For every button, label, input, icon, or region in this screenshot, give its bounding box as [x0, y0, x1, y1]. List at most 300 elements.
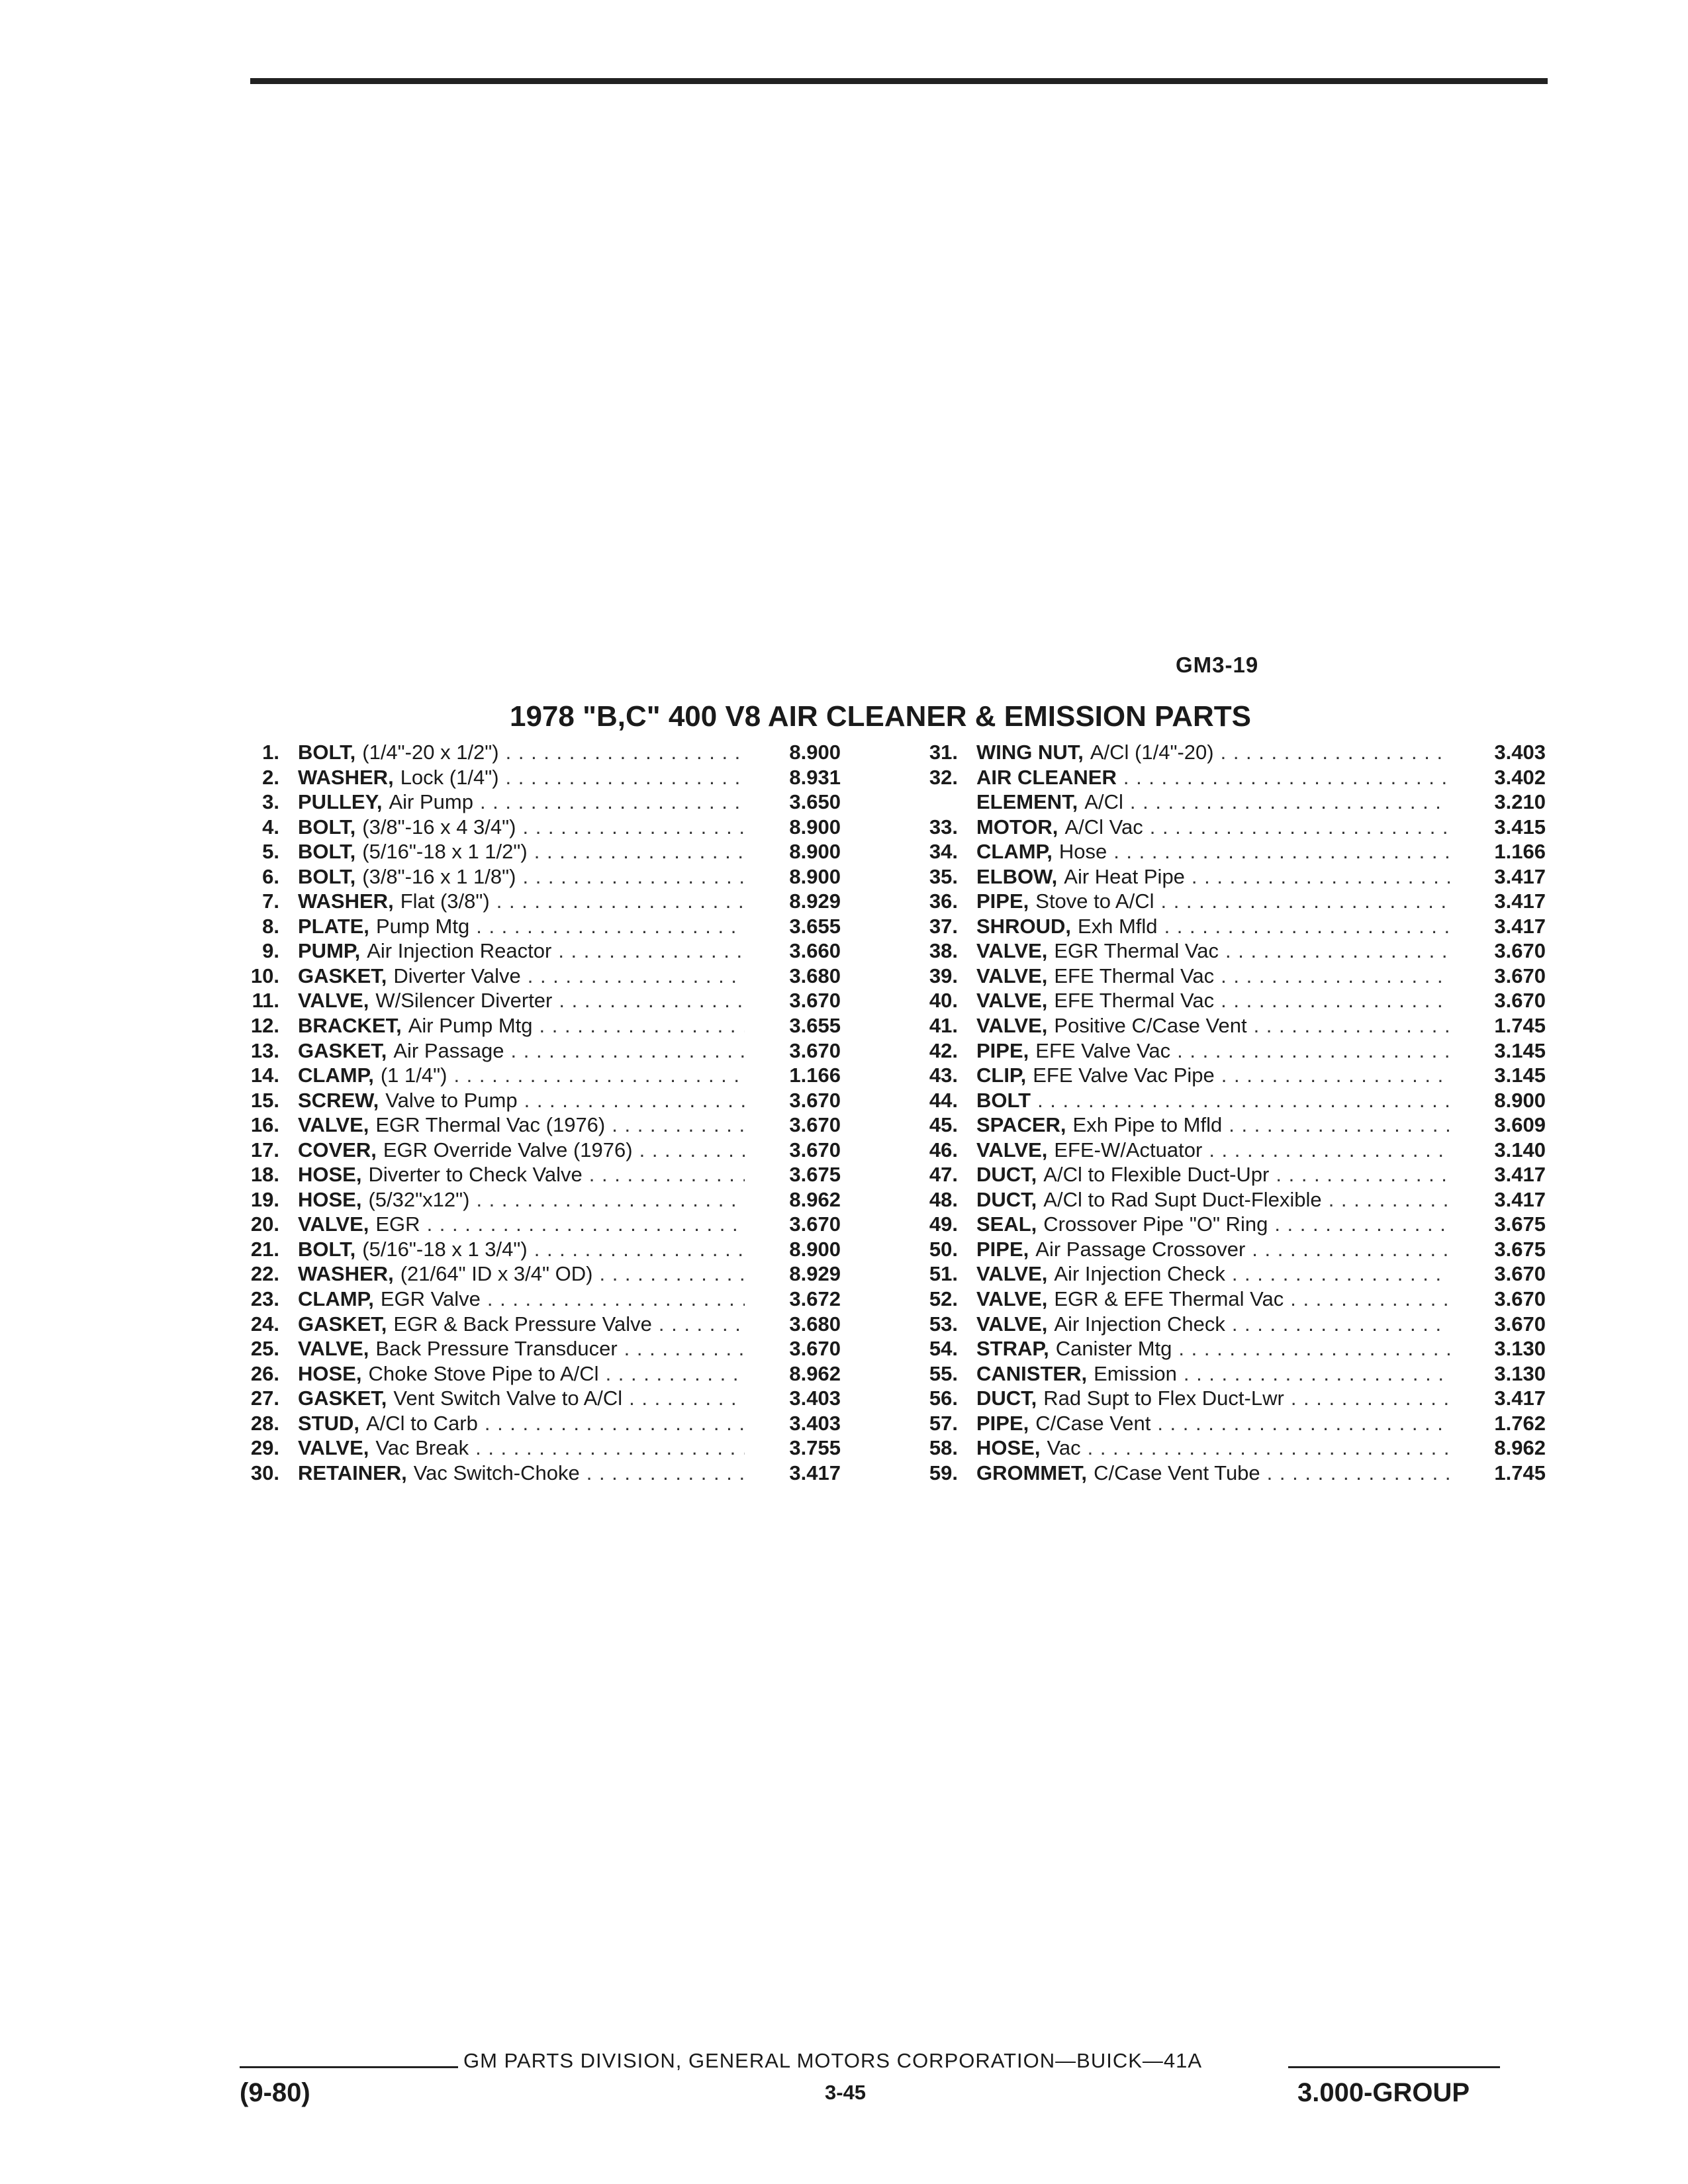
- group-number: 1.745: [1494, 1461, 1546, 1484]
- part-number: 37.: [929, 914, 958, 938]
- part-name: VALVE,: [976, 989, 1048, 1013]
- part-name: HOSE,: [298, 1361, 362, 1385]
- part-description: Air Passage: [393, 1038, 504, 1062]
- part-number: 57.: [929, 1411, 958, 1435]
- part-number: 31.: [929, 741, 958, 764]
- part-name: VALVE,: [298, 1436, 369, 1460]
- part-name: DUCT,: [976, 1387, 1037, 1410]
- group-number: 3.670: [789, 1038, 841, 1062]
- part-number: 39.: [929, 964, 958, 987]
- part-row: [897, 1336, 1546, 1361]
- part-description: (1 1/4"): [380, 1064, 447, 1087]
- part-name: DUCT,: [976, 1187, 1037, 1211]
- group-number: 3.670: [789, 1138, 841, 1161]
- part-number: 56.: [929, 1387, 958, 1410]
- part-number: 34.: [929, 840, 958, 864]
- leader-dots: [485, 1411, 745, 1436]
- leader-dots: [1184, 1361, 1450, 1387]
- group-number: 3.670: [1494, 964, 1546, 987]
- part-number: 20.: [250, 1212, 279, 1236]
- part-row: [897, 765, 1546, 790]
- part-row: [897, 938, 1546, 964]
- group-number: 1.166: [1494, 840, 1546, 864]
- part-description: EGR Override Valve (1976): [383, 1138, 633, 1161]
- part-name: PULLEY,: [298, 790, 383, 814]
- part-row: [218, 1187, 841, 1212]
- part-number: 1.: [262, 741, 279, 764]
- part-description: Stove to A/Cl: [1035, 889, 1154, 913]
- part-number: 54.: [929, 1337, 958, 1361]
- part-name: VALVE,: [976, 1262, 1048, 1286]
- part-number: 17.: [250, 1138, 279, 1161]
- group-number: 3.670: [1494, 1262, 1546, 1286]
- parts-list-left: [218, 740, 841, 1485]
- part-name: VALVE,: [298, 1337, 369, 1361]
- part-number: 33.: [929, 815, 958, 839]
- group-number: 3.403: [789, 1411, 841, 1435]
- part-number: 46.: [929, 1138, 958, 1161]
- part-description: (3/8"-16 x 1 1/8"): [362, 864, 516, 888]
- part-row: [897, 1113, 1546, 1138]
- part-name: GASKET,: [298, 1038, 387, 1062]
- group-number: 8.900: [789, 864, 841, 888]
- part-row: [218, 1312, 841, 1337]
- group-number: 8.931: [789, 765, 841, 789]
- leader-dots: [589, 1162, 745, 1187]
- leader-dots: [522, 864, 745, 889]
- part-row: [218, 1162, 841, 1187]
- part-description: EGR: [375, 1212, 420, 1236]
- part-description: A/Cl Vac: [1064, 815, 1143, 839]
- group-number: 3.417: [1494, 1187, 1546, 1211]
- part-description: Vac: [1047, 1436, 1081, 1460]
- leader-dots: [1232, 1312, 1450, 1337]
- leader-dots: [1221, 740, 1450, 765]
- footer-date: (9-80): [240, 2078, 310, 2107]
- part-description: Air Passage Crossover: [1035, 1237, 1246, 1261]
- part-name: VALVE,: [298, 989, 369, 1013]
- group-number: 1.762: [1494, 1411, 1546, 1435]
- part-row: [897, 1461, 1546, 1486]
- part-row: [218, 1461, 841, 1486]
- leader-dots: [539, 1013, 745, 1038]
- part-row: [897, 740, 1546, 765]
- leader-dots: [1037, 1088, 1450, 1113]
- part-number: 29.: [250, 1436, 279, 1460]
- part-number: 58.: [929, 1436, 958, 1460]
- leader-dots: [624, 1336, 745, 1361]
- part-number: 4.: [262, 815, 279, 839]
- part-row: [218, 988, 841, 1013]
- leader-dots: [475, 1435, 745, 1461]
- part-row: [897, 1361, 1546, 1387]
- part-row: [897, 790, 1546, 815]
- part-name: COVER,: [298, 1138, 377, 1161]
- part-row: [897, 1312, 1546, 1337]
- leader-dots: [1160, 889, 1450, 914]
- part-description: EFE Valve Vac Pipe: [1033, 1064, 1215, 1087]
- group-number: 8.929: [789, 1262, 841, 1286]
- part-number: 18.: [250, 1163, 279, 1187]
- part-number: 30.: [250, 1461, 279, 1484]
- leader-dots: [476, 1187, 745, 1212]
- part-row: [218, 1361, 841, 1387]
- part-name: PIPE,: [976, 889, 1029, 913]
- leader-dots: [534, 1237, 745, 1262]
- part-number: 53.: [929, 1312, 958, 1336]
- part-name: PUMP,: [298, 939, 361, 963]
- part-description: (5/32"x12"): [368, 1187, 470, 1211]
- part-name: VALVE,: [298, 1212, 369, 1236]
- part-name: CLAMP,: [976, 840, 1053, 864]
- leader-dots: [480, 790, 745, 815]
- group-number: 3.655: [789, 914, 841, 938]
- leader-dots: [1221, 964, 1450, 989]
- part-description: Pump Mtg: [375, 914, 470, 938]
- part-row: [897, 839, 1546, 864]
- part-description: Lock (1/4"): [400, 765, 499, 789]
- leader-dots: [1157, 1411, 1450, 1436]
- part-name: BOLT,: [298, 741, 356, 764]
- part-description: C/Case Vent: [1035, 1411, 1151, 1435]
- group-number: 3.670: [1494, 939, 1546, 963]
- part-name: AIR CLEANER: [976, 765, 1117, 789]
- part-row: [218, 839, 841, 864]
- part-name: CLIP,: [976, 1064, 1027, 1087]
- part-description: (1/4"-20 x 1/2"): [362, 741, 499, 764]
- part-number: 9.: [262, 939, 279, 963]
- group-number: 3.670: [789, 1113, 841, 1137]
- part-row: [218, 1088, 841, 1113]
- part-number: 26.: [250, 1361, 279, 1385]
- part-name: CANISTER,: [976, 1361, 1088, 1385]
- leader-dots: [1252, 1237, 1450, 1262]
- part-row: [897, 964, 1546, 989]
- part-description: A/Cl to Carb: [366, 1411, 478, 1435]
- leader-dots: [1274, 1212, 1450, 1237]
- part-description: EFE-W/Actuator: [1054, 1138, 1203, 1161]
- part-description: W/Silencer Diverter: [375, 989, 553, 1013]
- leader-dots: [599, 1261, 745, 1287]
- part-row: [897, 1187, 1546, 1212]
- part-row: [897, 889, 1546, 914]
- part-number: 48.: [929, 1187, 958, 1211]
- part-name: STRAP,: [976, 1337, 1049, 1361]
- part-number: 44.: [929, 1088, 958, 1112]
- leader-dots: [1177, 1038, 1450, 1064]
- part-row: [218, 1113, 841, 1138]
- leader-dots: [1150, 815, 1450, 840]
- part-description: Air Pump Mtg: [408, 1014, 533, 1038]
- group-number: 3.402: [1494, 765, 1546, 789]
- part-name: PIPE,: [976, 1411, 1029, 1435]
- leader-dots: [1123, 765, 1450, 790]
- group-number: 1.745: [1494, 1014, 1546, 1038]
- group-number: 3.670: [1494, 1312, 1546, 1336]
- part-name: MOTOR,: [976, 815, 1058, 839]
- leader-dots: [427, 1212, 745, 1237]
- part-number: 12.: [250, 1014, 279, 1038]
- part-row: [218, 1237, 841, 1262]
- top-rule: [250, 78, 1548, 84]
- part-name: SPACER,: [976, 1113, 1066, 1137]
- part-number: 40.: [929, 989, 958, 1013]
- group-number: 3.670: [789, 1088, 841, 1112]
- group-number: 3.403: [789, 1387, 841, 1410]
- part-number: 59.: [929, 1461, 958, 1484]
- leader-dots: [1088, 1435, 1450, 1461]
- part-row: [218, 1261, 841, 1287]
- part-name: HOSE,: [298, 1163, 362, 1187]
- part-number: 51.: [929, 1262, 958, 1286]
- part-description: Air Heat Pipe: [1064, 864, 1185, 888]
- part-name: BOLT,: [298, 864, 356, 888]
- part-number: 14.: [250, 1064, 279, 1087]
- part-description: EGR Thermal Vac (1976): [375, 1113, 606, 1137]
- part-number: 22.: [250, 1262, 279, 1286]
- part-row: [897, 988, 1546, 1013]
- part-name: BOLT,: [298, 840, 356, 864]
- part-number: 21.: [250, 1237, 279, 1261]
- leader-dots: [612, 1113, 745, 1138]
- part-row: [218, 1435, 841, 1461]
- part-number: 32.: [929, 765, 958, 789]
- footer-page-number: 3-45: [825, 2081, 867, 2104]
- part-description: Air Injection Check: [1054, 1312, 1225, 1336]
- group-number: 3.672: [789, 1287, 841, 1311]
- part-description: Canister Mtg: [1055, 1337, 1172, 1361]
- group-number: 8.962: [1494, 1436, 1546, 1460]
- part-name: VALVE,: [976, 1014, 1048, 1038]
- leader-dots: [558, 938, 745, 964]
- part-number: 55.: [929, 1361, 958, 1385]
- part-number: 7.: [262, 889, 279, 913]
- group-number: 3.670: [789, 1337, 841, 1361]
- part-number: 11.: [252, 989, 279, 1013]
- part-description: Emission: [1094, 1361, 1177, 1385]
- group-number: 3.140: [1494, 1138, 1546, 1161]
- leader-dots: [659, 1312, 745, 1337]
- part-row: [218, 1013, 841, 1038]
- leader-dots: [606, 1361, 745, 1387]
- part-description: Vac Switch-Choke: [413, 1461, 580, 1484]
- leader-dots: [522, 815, 745, 840]
- leader-dots: [511, 1038, 745, 1064]
- part-number: 28.: [250, 1411, 279, 1435]
- part-row: [897, 1088, 1546, 1113]
- leader-dots: [1178, 1336, 1450, 1361]
- part-description: Vent Switch Valve to A/Cl: [393, 1387, 623, 1410]
- leader-dots: [559, 988, 745, 1013]
- part-description: C/Case Vent Tube: [1094, 1461, 1260, 1484]
- part-description: A/Cl to Rad Supt Duct-Flexible: [1043, 1187, 1322, 1211]
- group-number: 3.417: [789, 1461, 841, 1484]
- part-row: [218, 938, 841, 964]
- part-number: 19.: [250, 1187, 279, 1211]
- part-name: SCREW,: [298, 1088, 379, 1112]
- leader-dots: [1291, 1386, 1450, 1411]
- leader-dots: [1229, 1113, 1450, 1138]
- part-number: 27.: [250, 1387, 279, 1410]
- group-number: 8.900: [789, 815, 841, 839]
- leader-dots: [453, 1063, 745, 1088]
- part-description: EGR Thermal Vac: [1054, 939, 1219, 963]
- part-name: PLATE,: [298, 914, 369, 938]
- part-description: Diverter to Check Valve: [368, 1163, 583, 1187]
- part-description: Hose: [1058, 840, 1107, 864]
- part-name: CLAMP,: [298, 1064, 374, 1087]
- group-number: 8.900: [789, 840, 841, 864]
- part-description: Diverter Valve: [393, 964, 521, 987]
- part-row: [897, 1138, 1546, 1163]
- part-number: 10.: [250, 964, 279, 987]
- part-name: ELBOW,: [976, 864, 1058, 888]
- part-row: [218, 1287, 841, 1312]
- part-number: 8.: [262, 914, 279, 938]
- part-description: Rad Supt to Flex Duct-Lwr: [1043, 1387, 1284, 1410]
- group-number: 3.675: [1494, 1212, 1546, 1236]
- part-description: A/Cl (1/4"-20): [1090, 741, 1214, 764]
- part-number: 52.: [929, 1287, 958, 1311]
- part-row: [897, 815, 1546, 840]
- parts-list-right: [897, 740, 1546, 1485]
- group-number: 8.962: [789, 1187, 841, 1211]
- group-number: 3.130: [1494, 1337, 1546, 1361]
- group-number: 3.670: [1494, 989, 1546, 1013]
- part-row: [897, 864, 1546, 889]
- part-name: GASKET,: [298, 1312, 387, 1336]
- group-number: 3.130: [1494, 1361, 1546, 1385]
- group-number: 8.900: [789, 1237, 841, 1261]
- illustration-area: [250, 99, 1548, 642]
- part-number: 13.: [250, 1038, 279, 1062]
- part-number: 2.: [262, 765, 279, 789]
- part-description: Choke Stove Pipe to A/Cl: [368, 1361, 599, 1385]
- part-description: (5/16"-18 x 1 3/4"): [362, 1237, 528, 1261]
- group-number: 3.670: [1494, 1287, 1546, 1311]
- group-number: 3.417: [1494, 864, 1546, 888]
- part-description: Exh Mfld: [1077, 914, 1158, 938]
- part-number: 49.: [929, 1212, 958, 1236]
- group-number: 3.670: [789, 1212, 841, 1236]
- group-number: 3.609: [1494, 1113, 1546, 1137]
- group-number: 1.166: [789, 1064, 841, 1087]
- group-number: 3.145: [1494, 1038, 1546, 1062]
- part-number: 3.: [262, 790, 279, 814]
- part-number: 41.: [929, 1014, 958, 1038]
- part-row: [218, 914, 841, 939]
- part-row: [218, 740, 841, 765]
- part-row: [897, 914, 1546, 939]
- part-name: VALVE,: [976, 1287, 1048, 1311]
- part-name: BOLT: [976, 1088, 1031, 1112]
- part-description: EFE Thermal Vac: [1054, 989, 1215, 1013]
- leader-dots: [1221, 1063, 1450, 1088]
- part-name: VALVE,: [976, 1138, 1048, 1161]
- part-name: VALVE,: [976, 1312, 1048, 1336]
- part-row: [218, 1212, 841, 1237]
- part-description: EFE Thermal Vac: [1054, 964, 1215, 987]
- part-row: [897, 1287, 1546, 1312]
- part-number: 6.: [262, 864, 279, 888]
- part-name: WASHER,: [298, 889, 394, 913]
- part-name: HOSE,: [298, 1187, 362, 1211]
- leader-dots: [586, 1461, 745, 1486]
- leader-dots: [1225, 938, 1450, 964]
- part-name: GASKET,: [298, 964, 387, 987]
- part-name: GASKET,: [298, 1387, 387, 1410]
- group-number: 3.675: [789, 1163, 841, 1187]
- group-number: 3.650: [789, 790, 841, 814]
- group-number: 3.417: [1494, 914, 1546, 938]
- part-row: [897, 1013, 1546, 1038]
- part-name: SEAL,: [976, 1212, 1037, 1236]
- group-number: 3.655: [789, 1014, 841, 1038]
- footer-rule-right: [1288, 2066, 1500, 2068]
- part-row: [218, 1138, 841, 1163]
- part-description: Air Injection Reactor: [367, 939, 552, 963]
- part-number: 35.: [929, 864, 958, 888]
- leader-dots: [1130, 790, 1450, 815]
- part-row: [897, 1063, 1546, 1088]
- leader-dots: [496, 889, 745, 914]
- part-description: EGR & EFE Thermal Vac: [1054, 1287, 1284, 1311]
- part-row: [897, 1411, 1546, 1436]
- leader-dots: [1254, 1013, 1450, 1038]
- part-row: [218, 815, 841, 840]
- group-number: 8.962: [789, 1361, 841, 1385]
- group-number: 3.417: [1494, 1387, 1546, 1410]
- part-description: EFE Valve Vac: [1035, 1038, 1171, 1062]
- group-number: 3.680: [789, 964, 841, 987]
- part-description: Air Pump: [389, 790, 473, 814]
- leader-dots: [629, 1386, 745, 1411]
- part-number: 36.: [929, 889, 958, 913]
- part-name: PIPE,: [976, 1038, 1029, 1062]
- part-description: A/Cl: [1084, 790, 1123, 814]
- part-number: 25.: [250, 1337, 279, 1361]
- part-row: [897, 1386, 1546, 1411]
- group-number: 3.675: [1494, 1237, 1546, 1261]
- leader-dots: [1113, 839, 1450, 864]
- part-row: [897, 1237, 1546, 1262]
- part-number: 45.: [929, 1113, 958, 1137]
- group-number: 3.210: [1494, 790, 1546, 814]
- part-description: Vac Break: [375, 1436, 469, 1460]
- part-number: 38.: [929, 939, 958, 963]
- leader-dots: [1232, 1261, 1450, 1287]
- part-row: [218, 1386, 841, 1411]
- leader-dots: [506, 765, 745, 790]
- part-row: [897, 1038, 1546, 1064]
- part-row: [218, 790, 841, 815]
- part-number: 50.: [929, 1237, 958, 1261]
- group-number: 3.145: [1494, 1064, 1546, 1087]
- part-name: BRACKET,: [298, 1014, 402, 1038]
- part-name: VALVE,: [298, 1113, 369, 1137]
- part-number: 47.: [929, 1163, 958, 1187]
- part-description: Back Pressure Transducer: [375, 1337, 618, 1361]
- part-row: [218, 1336, 841, 1361]
- part-number: 24.: [250, 1312, 279, 1336]
- footer-publisher: GM PARTS DIVISION, GENERAL MOTORS CORPORATION—BUICK—41A: [463, 2049, 1203, 2072]
- group-number: 8.929: [789, 889, 841, 913]
- part-description: EGR & Back Pressure Valve: [393, 1312, 652, 1336]
- part-name: VALVE,: [976, 939, 1048, 963]
- part-description: Crossover Pipe "O" Ring: [1043, 1212, 1268, 1236]
- part-row: [218, 889, 841, 914]
- leader-dots: [1209, 1138, 1450, 1163]
